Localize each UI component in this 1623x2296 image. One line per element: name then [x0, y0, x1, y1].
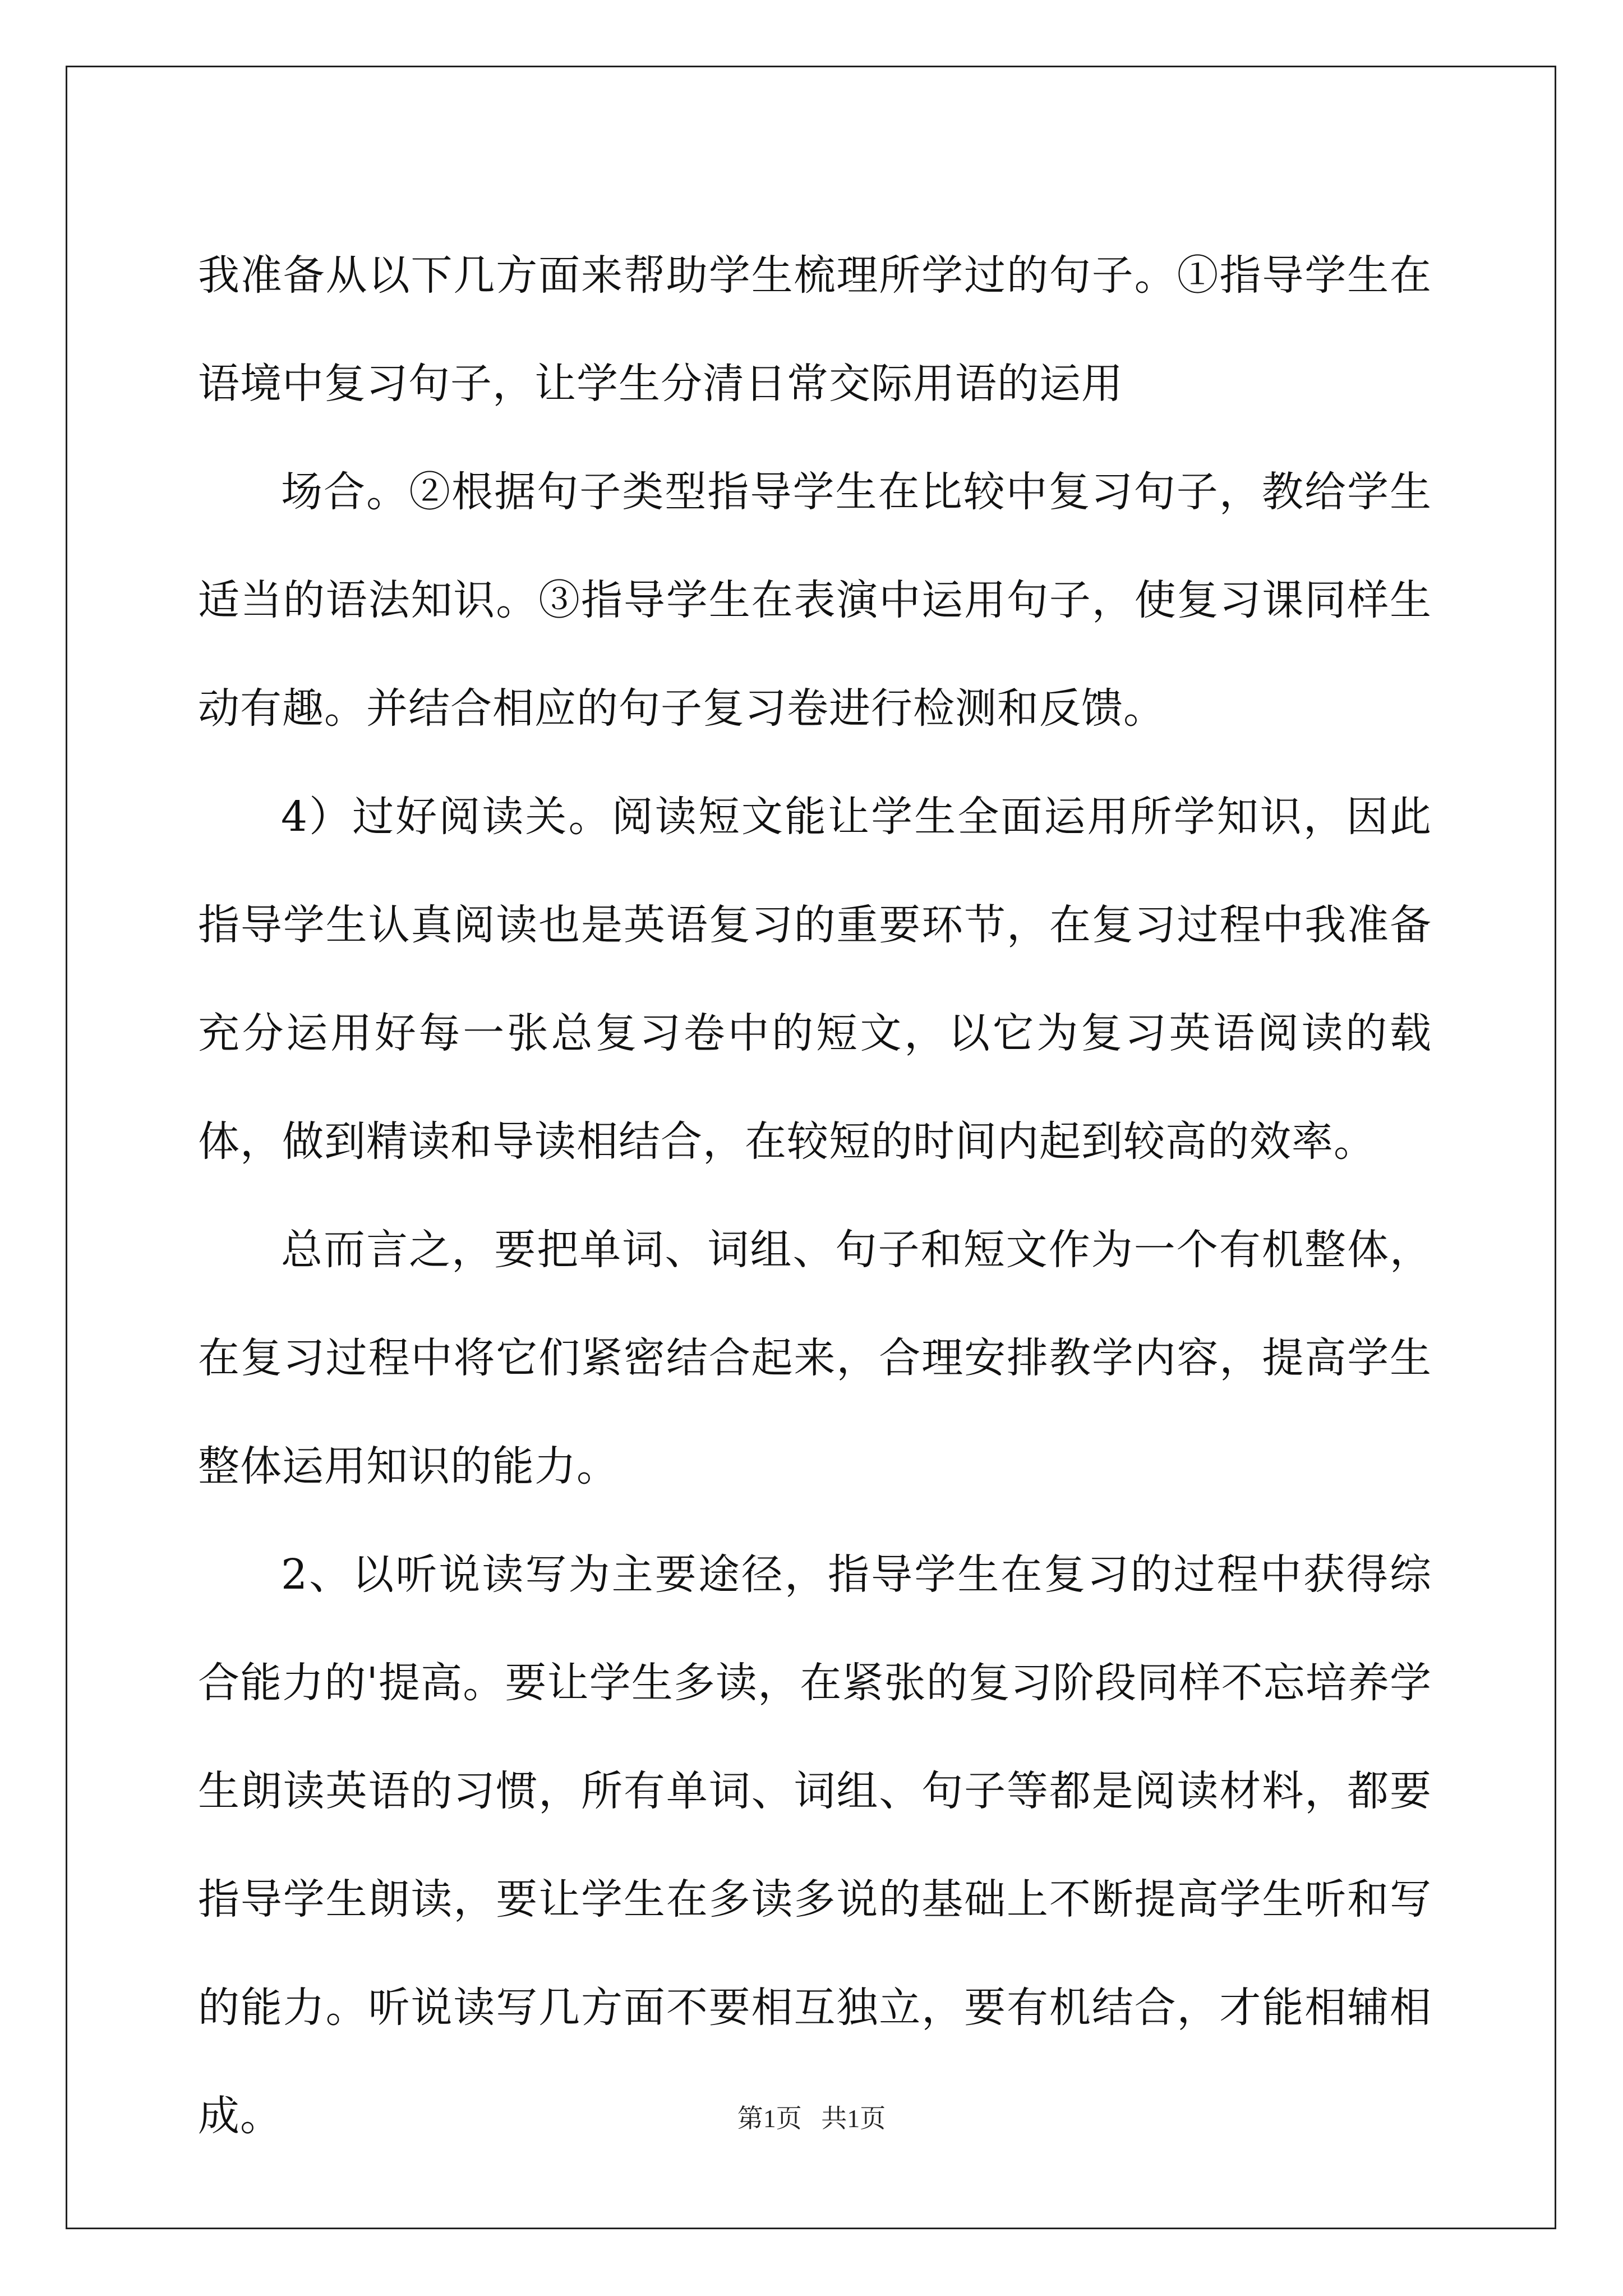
- paragraph-5: 2、以听说读写为主要途径，指导学生在复习的过程中获得综合能力的'提高。要让学生多读，在紧张的复习阶段同样不忘培养学生朗读英语的习惯，所有单词、词组、句子等都是阅读材料，都要指导学生朗读，要让学生在多读多说的基础上不断提高学生听和写的能力。听说读写几方面不要相互独立，要有机结合，才能相辅相成。: [198, 1550, 1432, 2140]
- document-body: [198, 222, 1432, 2170]
- page-number-footer: 第1页 共1页: [737, 2104, 886, 2133]
- paragraph-1: 我准备从以下几方面来帮助学生梳理所学过的句子。①指导学生在语境中复习句子，让学生分清日常交际用语的运用: [198, 251, 1432, 408]
- paragraph-3: 4）过好阅读关。阅读短文能让学生全面运用所学知识，因此指导学生认真阅读也是英语复习的重要环节，在复习过程中我准备充分运用好每一张总复习卷中的短文，以它为复习英语阅读的载体，做到精读和导读相结合，在较短的时间内起到较高的效率。: [198, 793, 1432, 1166]
- paragraph-2: 场合。②根据句子类型指导学生在比较中复习句子，教给学生适当的语法知识。③指导学生在表演中运用句子，使复习课同样生动有趣。并结合相应的句子复习卷进行检测和反馈。: [198, 468, 1432, 733]
- paragraph-4: 总而言之，要把单词、词组、句子和短文作为一个有机整体，在复习过程中将它们紧密结合起来，合理安排教学内容，提高学生整体运用知识的能力。: [198, 1226, 1432, 1490]
